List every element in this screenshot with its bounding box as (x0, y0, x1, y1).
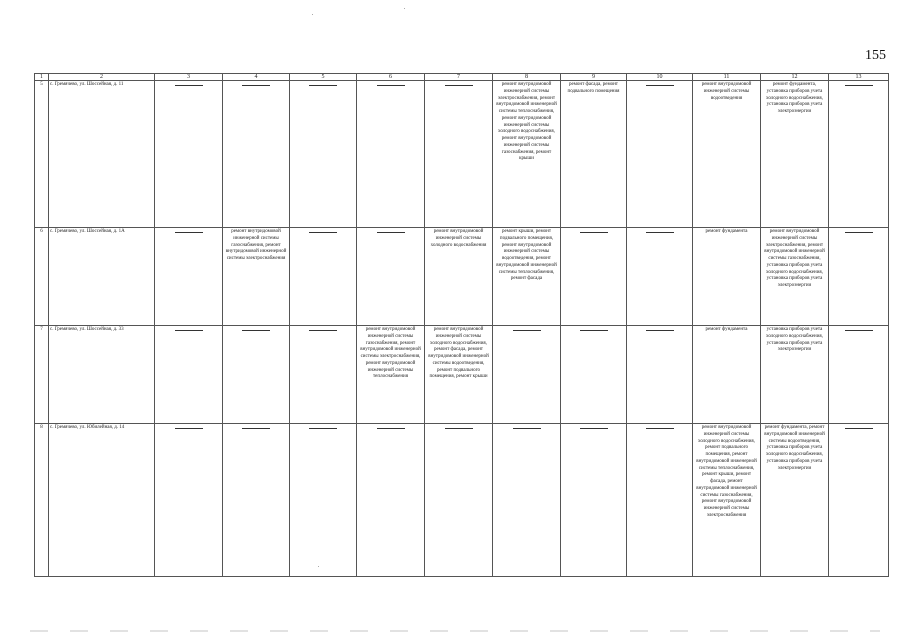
scan-speck (312, 14, 313, 15)
dash-mark (242, 428, 270, 429)
table-row (35, 424, 889, 577)
dash-mark (646, 85, 674, 86)
dash-cell (493, 424, 561, 577)
dash-mark (175, 232, 203, 233)
dash-cell (627, 326, 693, 424)
works-cell: ремонт фасада, ремонт подвального помещения (561, 81, 627, 228)
dash-mark (845, 85, 873, 86)
dash-cell (829, 326, 889, 424)
dash-cell (425, 424, 493, 577)
address-cell: с. Гремячево, ул. Шоссейная, д. 33 (49, 326, 155, 424)
dash-mark (580, 232, 608, 233)
works-cell: ремонт фундамента, ремонт внутридомовой инженерной системы водоотведения, установка приборов учета холодного водоснабжения, установка приборов учета электроэнергии (761, 424, 829, 577)
works-cell: ремонт фундамента, установка приборов учета холодного водоснабжения, установка приборов учета электроэнергии (761, 81, 829, 228)
works-cell: ремонт фундамента (693, 228, 761, 326)
dash-mark (646, 330, 674, 331)
dash-cell (223, 424, 290, 577)
column-header: 13 (829, 74, 889, 81)
works-cell: ремонт фундамента (693, 326, 761, 424)
dash-mark (377, 428, 405, 429)
dash-cell (290, 228, 357, 326)
dash-cell (493, 326, 561, 424)
column-header: 6 (357, 74, 425, 81)
dash-cell (290, 326, 357, 424)
dash-mark (309, 428, 337, 429)
dash-mark (845, 232, 873, 233)
table-row (35, 326, 889, 424)
dash-mark (175, 85, 203, 86)
dash-mark (445, 428, 473, 429)
scan-speck (318, 566, 319, 567)
dash-mark (309, 232, 337, 233)
row-number: 5 (35, 81, 49, 228)
dash-cell (357, 228, 425, 326)
dash-mark (175, 330, 203, 331)
scan-artifact-line (30, 630, 880, 632)
works-cell: ремонт внутридомовой инженерной системы электроснабжения, ремонт внутридомовой инженерной системы теплоснабжения, ремонт внутридомовой инженерной системы холодного водоснабжения, ремонт внутридомовой инженерной системы газоснабжения, ремонт крыши (493, 81, 561, 228)
dash-cell (155, 424, 223, 577)
column-header: 9 (561, 74, 627, 81)
column-header: 4 (223, 74, 290, 81)
dash-cell (425, 81, 493, 228)
works-cell: ремонт внутридомовой инженерной системы холодного водоснабжения, ремонт фасада, ремонт внутридомовой инженерной системы водоотведения, ремонт подвального помещения, ремонт крыши (425, 326, 493, 424)
address-cell: с. Гремячево, ул. Юбилейная, д. 14 (49, 424, 155, 577)
dash-mark (309, 330, 337, 331)
table-row (35, 81, 889, 228)
dash-mark (377, 85, 405, 86)
row-number: 7 (35, 326, 49, 424)
dash-cell (223, 81, 290, 228)
dash-cell (155, 81, 223, 228)
dash-mark (309, 85, 337, 86)
address-cell: с. Гремячево, ул. Шоссейная, д. 1А (49, 228, 155, 326)
dash-mark (646, 428, 674, 429)
dash-mark (580, 330, 608, 331)
row-number: 6 (35, 228, 49, 326)
scan-speck (404, 8, 405, 9)
dash-mark (845, 428, 873, 429)
dash-cell (290, 424, 357, 577)
dash-cell (829, 81, 889, 228)
column-header: 11 (693, 74, 761, 81)
dash-cell (357, 81, 425, 228)
dash-cell (561, 424, 627, 577)
dash-cell (561, 326, 627, 424)
works-cell: ремонт внутридомовой инженерной системы электроснабжения, ремонт внутридомовой инженерной системы газоснабжения, установка приборов учета холодного водоснабжения, установка приборов учета электроэнергии (761, 228, 829, 326)
works-cell: ремонт внутридомовой инженерной системы газоснабжения, ремонт внутридомовой инженерной системы электроснабжения, ремонт внутридомовой инженерной системы теплоснабжения (357, 326, 425, 424)
column-header: 2 (49, 74, 155, 81)
dash-cell (829, 228, 889, 326)
dash-mark (445, 85, 473, 86)
dash-mark (580, 428, 608, 429)
dash-mark (513, 428, 541, 429)
works-cell: ремонт крыши, ремонт подвального помещения, ремонт внутридомовой инженерной системы водоотведения, ремонт внутридомовой инженерной системы теплоснабжения, ремонт фасада (493, 228, 561, 326)
page-number: 155 (865, 48, 886, 63)
dash-mark (646, 232, 674, 233)
repair-schedule-table (34, 73, 889, 577)
dash-mark (513, 330, 541, 331)
table-row (35, 228, 889, 326)
dash-mark (377, 232, 405, 233)
dash-cell (357, 424, 425, 577)
dash-cell (627, 228, 693, 326)
column-header: 12 (761, 74, 829, 81)
column-header: 3 (155, 74, 223, 81)
dash-mark (845, 330, 873, 331)
column-header: 7 (425, 74, 493, 81)
column-header: 10 (627, 74, 693, 81)
works-cell: ремонт внутридомовой инженерной системы газоснабжения, ремонт внутридомовой инженерной системы электроснабжения (223, 228, 290, 326)
dash-cell (627, 424, 693, 577)
address-cell: с. Гремячево, ул. Шоссейная, д. 11 (49, 81, 155, 228)
dash-cell (627, 81, 693, 228)
dash-cell (155, 326, 223, 424)
column-header: 8 (493, 74, 561, 81)
works-cell: ремонт внутридомовой инженерной системы холодного водоснабжения (425, 228, 493, 326)
works-cell: ремонт внутридомовой инженерной системы холодного водоснабжения, ремонт подвального помещения, ремонт внутридомовой инженерной системы теплоснабжения, ремонт крыши, ремонт фасада, ремонт внутридомовой инженерной системы газоснабжения, ремонт внутридомовой инженерной системы электроснабжения (693, 424, 761, 577)
column-number-row (35, 74, 889, 81)
dash-cell (290, 81, 357, 228)
column-header: 1 (35, 74, 49, 81)
works-cell: ремонт внутридомовой инженерной системы водоотведения (693, 81, 761, 228)
dash-mark (242, 330, 270, 331)
dash-cell (155, 228, 223, 326)
dash-cell (561, 228, 627, 326)
dash-cell (223, 326, 290, 424)
column-header: 5 (290, 74, 357, 81)
dash-cell (829, 424, 889, 577)
dash-mark (175, 428, 203, 429)
row-number: 8 (35, 424, 49, 577)
dash-mark (242, 85, 270, 86)
works-cell: установка приборов учета холодного водоснабжения, установка приборов учета электроэнергии (761, 326, 829, 424)
